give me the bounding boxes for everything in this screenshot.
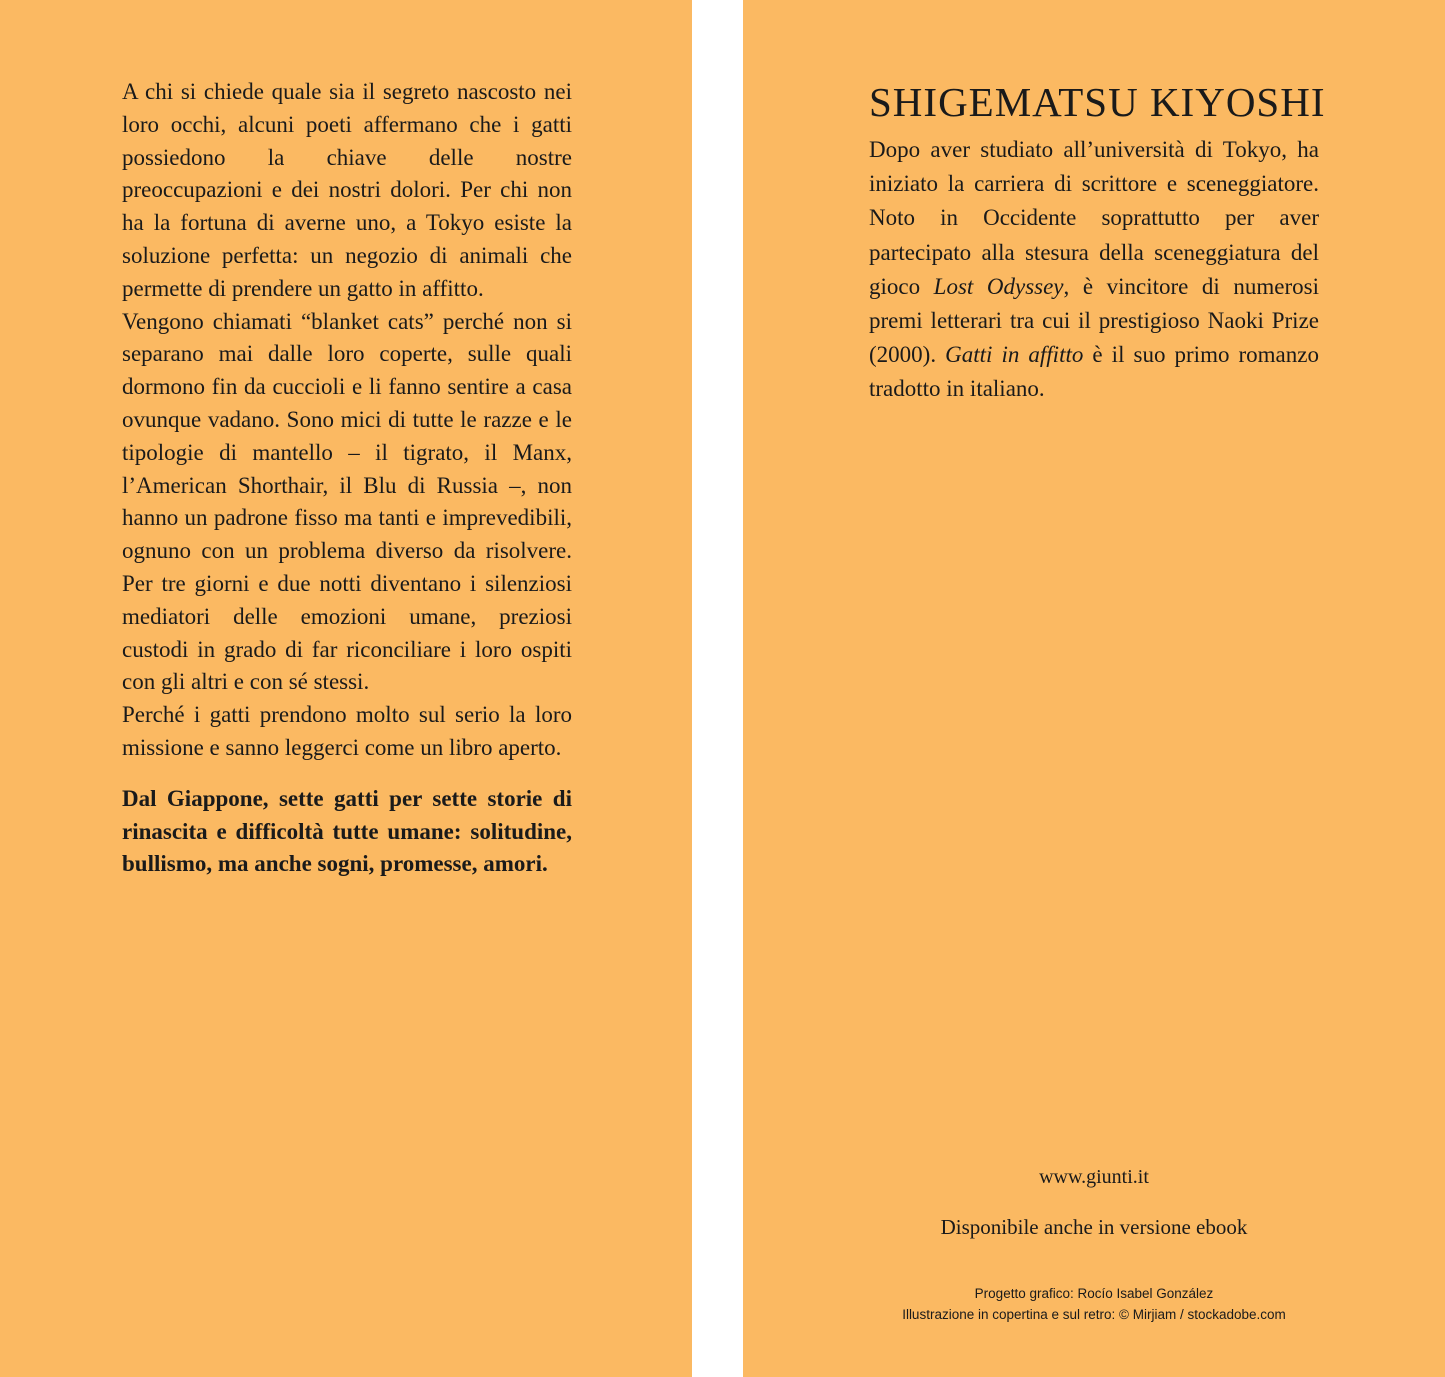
publisher-website: www.giunti.it (1039, 1166, 1149, 1188)
credit-design: Progetto grafico: Rocío Isabel González (974, 1286, 1214, 1301)
author-name: SHIGEMATSU KIYOSHI (869, 79, 1326, 125)
blurb-paragraph-1: A chi si chiede quale sia il segreto nascosto nei loro occhi, alcuni poeti affermano che i gatti possiedono la chiave delle nostre preoccupazioni e dei nostri dolori. Per chi non ha la fortuna di averne uno, a Tokyo esiste la soluzione perfetta: un negozio di animali che permette di prendere un gatto in affitto. (122, 79, 572, 301)
bio-text-2: , è vincitore di numerosi premi letterari tra cui il prestigioso Naoki Prize (2000). (869, 273, 1319, 368)
author-bio (869, 133, 1319, 407)
bio-game-title: Lost Odyssey (933, 273, 1064, 299)
blurb-paragraph-3: Perché i gatti prendono molto sul serio la loro missione e sanno leggerci come un libro aperto. (122, 702, 572, 760)
back-cover-panel (0, 0, 692, 1377)
bio-book-title: Gatti in affitto (945, 342, 1084, 368)
blurb-tagline: Dal Giappone, sette gatti per sette storie di rinascita e difficoltà tutte umane: solitudine, bullismo, ma anche sogni, promesse, amori. (122, 785, 572, 877)
bio-text-3: è il suo primo romanzo tradotto in italiano. (869, 342, 1319, 402)
blurb-paragraph-2: Vengono chiamati “blanket cats” perché non si separano mai dalle loro coperte, sulle quali dormono fin da cuccioli e li fanno sentire a casa ovunque vadano. Sono mici di tutte le razze e le tipologie di mantello – il tigrato, il Manx, l’American Shorthair, il Blu di Russia –, non hanno un padrone fisso ma tanti e imprevedibili, ognuno con un problema diverso da risolvere. Per tre giorni e due notti diventano i silenziosi mediatori delle emozioni umane, preziosi custodi in grado di far riconciliare i loro ospiti con gli altri e con sé stessi. (122, 308, 572, 695)
ebook-note: Disponibile anche in versione ebook (940, 1215, 1248, 1239)
flap-panel (743, 0, 1445, 1377)
credits (743, 1283, 1445, 1325)
credit-illustration: Illustrazione in copertina e sul retro: © Mirjiam / stockadobe.com (902, 1307, 1286, 1322)
blurb (122, 76, 572, 881)
bio-text-1: Dopo aver studiato all’università di Tokyo, ha iniziato la carriera di scrittore e sceneggiatore. Noto in Occidente soprattutto per aver partecipato alla stesura della sceneggiatura del gioco (869, 137, 1319, 299)
